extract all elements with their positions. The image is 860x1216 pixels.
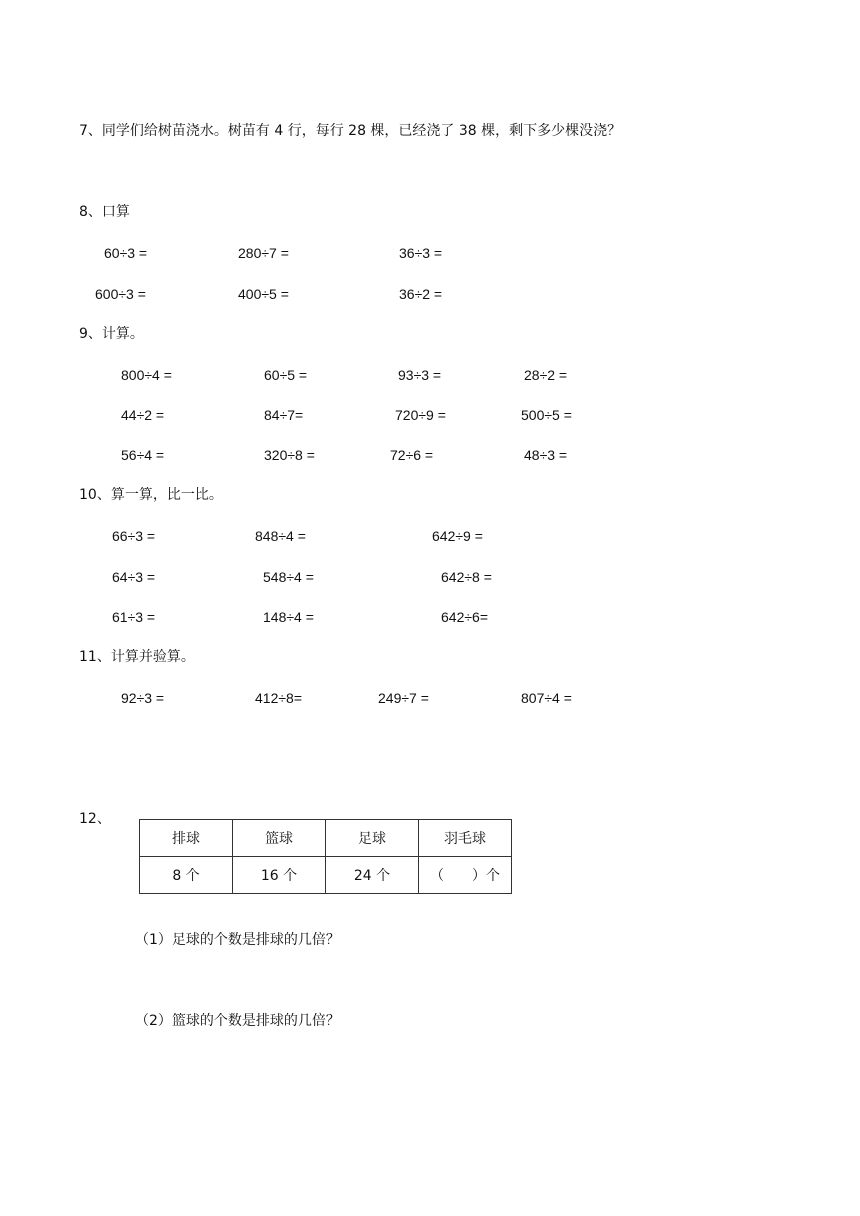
oral-calc-item: 36÷2 =	[399, 286, 443, 302]
question-10-title: 10、算一算，比一比。	[79, 487, 223, 503]
question-7: 7、同学们给树苗浇水。树苗有 4 行，每行 28 棵，已经浇了 38 棵，剩下多少棵没浇？	[79, 123, 622, 139]
calc-item: 60÷5 =	[264, 367, 308, 383]
calc-item: 93÷3 =	[398, 367, 442, 383]
table-header-cell: 排球	[140, 820, 233, 857]
calc-item: 800÷4 =	[121, 367, 172, 383]
calc-item: 28÷2 =	[524, 367, 568, 383]
question-12-label: 12、	[79, 811, 111, 827]
question-8-title: 8、口算	[79, 204, 130, 220]
verify-calc-item: 412÷8=	[255, 690, 303, 706]
table-cell: 24 个	[326, 857, 419, 894]
compare-calc-item: 548÷4 =	[263, 569, 314, 585]
compare-calc-item: 642÷8 =	[441, 569, 492, 585]
calc-item: 48÷3 =	[524, 447, 568, 463]
question-11-title: 11、计算并验算。	[79, 649, 195, 665]
table-cell: 8 个	[140, 857, 233, 894]
verify-calc-item: 807÷4 =	[521, 690, 572, 706]
compare-calc-item: 848÷4 =	[255, 528, 306, 544]
oral-calc-item: 36÷3 =	[399, 245, 443, 261]
question-9-title: 9、计算。	[79, 326, 144, 342]
calc-item: 56÷4 =	[121, 447, 165, 463]
table-cell-blank: （ ）个	[419, 857, 512, 894]
oral-calc-item: 600÷3 =	[95, 286, 146, 302]
calc-item: 720÷9 =	[395, 407, 446, 423]
compare-calc-item: 64÷3 =	[112, 569, 156, 585]
calc-item: 500÷5 =	[521, 407, 572, 423]
table-header-cell: 篮球	[233, 820, 326, 857]
verify-calc-item: 92÷3 =	[121, 690, 165, 706]
compare-calc-item: 642÷6=	[441, 609, 489, 625]
table-header-cell: 足球	[326, 820, 419, 857]
compare-calc-item: 642÷9 =	[432, 528, 483, 544]
table-row	[140, 857, 512, 894]
table-header-row	[140, 820, 512, 857]
compare-calc-item: 61÷3 =	[112, 609, 156, 625]
compare-calc-item: 66÷3 =	[112, 528, 156, 544]
oral-calc-item: 60÷3 =	[104, 245, 148, 261]
calc-item: 44÷2 =	[121, 407, 165, 423]
calc-item: 320÷8 =	[264, 447, 315, 463]
sub-question-1: （1）足球的个数是排球的几倍？	[135, 932, 340, 948]
compare-calc-item: 148÷4 =	[263, 609, 314, 625]
calc-item: 72÷6 =	[390, 447, 434, 463]
table-cell: 16 个	[233, 857, 326, 894]
calc-item: 84÷7=	[264, 407, 304, 423]
ball-count-table	[139, 819, 512, 894]
sub-question-2: （2）篮球的个数是排球的几倍？	[135, 1013, 340, 1029]
oral-calc-item: 400÷5 =	[238, 286, 289, 302]
oral-calc-item: 280÷7 =	[238, 245, 289, 261]
table-header-cell: 羽毛球	[419, 820, 512, 857]
verify-calc-item: 249÷7 =	[378, 690, 429, 706]
